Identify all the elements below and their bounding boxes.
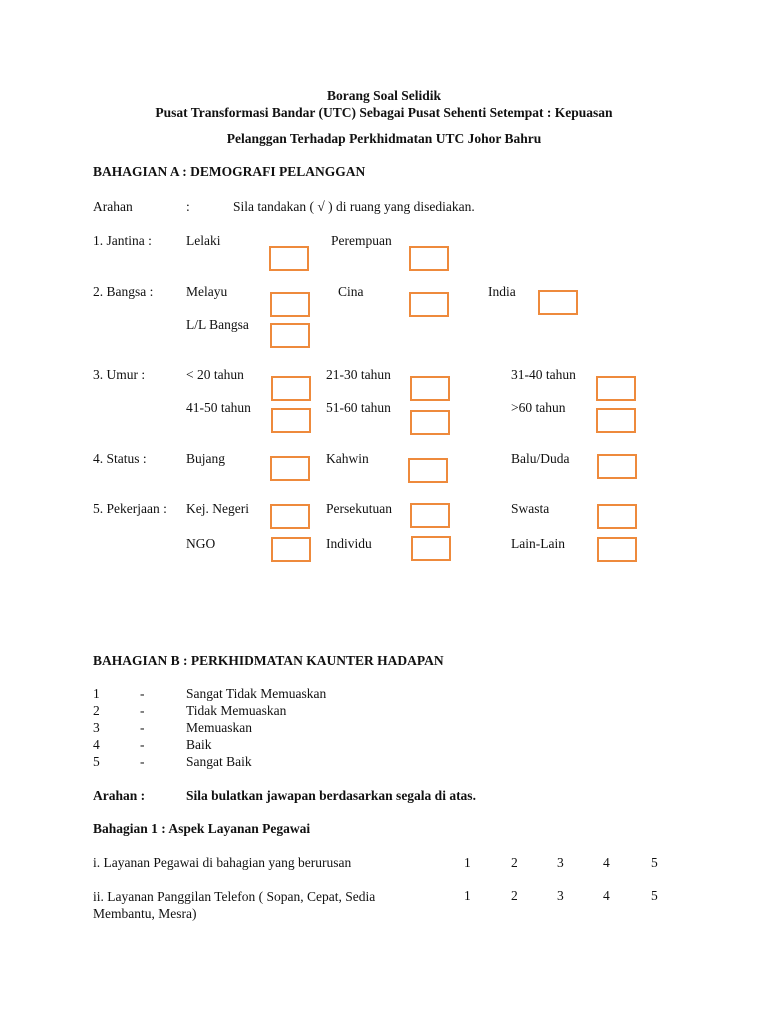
scale-description: Sangat Tidak Memuaskan [186,686,327,701]
option-label-perempuan: Perempuan [331,233,392,248]
option-label-over-60: >60 tahun [511,400,566,415]
checkbox-ll-bangsa[interactable] [270,323,310,348]
option-label-individu: Individu [326,536,372,551]
section-a-heading: BAHAGIAN A : DEMOGRAFI PELANGGAN [93,164,366,179]
option-label-cina: Cina [338,284,364,299]
checkbox-kej-negeri[interactable] [270,504,310,529]
form-title: Borang Soal Selidik [326,88,442,103]
scale-number: 3 [93,720,100,735]
checkbox-lelaki[interactable] [269,246,309,271]
section-a-instruction-text: Sila tandakan ( √ ) di ruang yang disediakan. [233,199,475,214]
option-label-balu-duda: Balu/Duda [511,451,570,466]
rating-option[interactable]: 5 [651,855,658,870]
option-label-31-40: 31-40 tahun [511,367,576,382]
checkbox-cina[interactable] [409,292,449,317]
question-text: i. Layanan Pegawai di bahagian yang berurusan [93,855,352,870]
scale-dash: - [140,720,145,735]
question-text: ii. Layanan Panggilan Telefon ( Sopan, Cepat, Sedia Membantu, Mesra) [93,889,376,921]
rating-option[interactable]: 3 [557,888,564,903]
option-label-lain-lain: Lain-Lain [511,536,565,551]
scale-number: 1 [93,686,100,701]
part1-heading: Bahagian 1 : Aspek Layanan Pegawai [93,821,311,836]
option-label-51-60: 51-60 tahun [326,400,391,415]
rating-option[interactable]: 1 [464,888,471,903]
option-label-ngo: NGO [186,536,216,551]
option-label-melayu: Melayu [186,284,228,299]
checkbox-ngo[interactable] [271,537,311,562]
scale-description: Memuaskan [186,720,252,735]
option-label-kahwin: Kahwin [326,451,369,466]
checkbox-31-40[interactable] [596,376,636,401]
section-b-instruction-text: Sila bulatkan jawapan berdasarkan segala di atas. [186,788,476,803]
scale-number: 5 [93,754,100,769]
checkbox-41-50[interactable] [271,408,311,433]
option-label-21-30: 21-30 tahun [326,367,391,382]
option-label-41-50: 41-50 tahun [186,400,251,415]
scale-dash: - [140,686,145,701]
option-label-kej-negeri: Kej. Negeri [186,501,249,516]
section-b-instruction-label: Arahan : [93,788,146,803]
checkbox-bujang[interactable] [270,456,310,481]
form-subtitle-line2: Pelanggan Terhadap Perkhidmatan UTC Johor Bahru [226,131,542,146]
checkbox-balu-duda[interactable] [597,454,637,479]
section-b-heading: BAHAGIAN B : PERKHIDMATAN KAUNTER HADAPAN [93,653,444,668]
scale-number: 2 [93,703,100,718]
q3-label: 3. Umur : [93,367,146,382]
checkbox-over-60[interactable] [596,408,636,433]
q1-label: 1. Jantina : [93,233,152,248]
checkbox-kahwin[interactable] [408,458,448,483]
option-label-persekutuan: Persekutuan [326,501,392,516]
checkbox-lain-lain[interactable] [597,537,637,562]
scale-dash: - [140,737,145,752]
scale-description: Tidak Memuaskan [186,703,287,718]
rating-option[interactable]: 1 [464,855,471,870]
rating-option[interactable]: 2 [511,855,518,870]
section-a-instruction-colon: : [186,199,190,214]
scale-dash: - [140,703,145,718]
rating-option[interactable]: 3 [557,855,564,870]
q5-label: 5. Pekerjaan : [93,501,167,516]
checkbox-individu[interactable] [411,536,451,561]
checkbox-melayu[interactable] [270,292,310,317]
checkbox-under-20[interactable] [271,376,311,401]
option-label-lelaki: Lelaki [186,233,221,248]
q4-label: 4. Status : [93,451,147,466]
checkbox-21-30[interactable] [410,376,450,401]
checkbox-persekutuan[interactable] [410,503,450,528]
checkbox-51-60[interactable] [410,410,450,435]
option-label-india: India [488,284,516,299]
rating-option[interactable]: 4 [603,888,610,903]
option-label-bujang: Bujang [186,451,225,466]
rating-option[interactable]: 2 [511,888,518,903]
checkbox-india[interactable] [538,290,578,315]
checkbox-swasta[interactable] [597,504,637,529]
scale-dash: - [140,754,145,769]
scale-description: Baik [186,737,212,752]
rating-option[interactable]: 4 [603,855,610,870]
scale-description: Sangat Baik [186,754,252,769]
checkbox-perempuan[interactable] [409,246,449,271]
option-label-ll-bangsa: L/L Bangsa [186,317,249,332]
rating-option[interactable]: 5 [651,888,658,903]
option-label-under-20: < 20 tahun [186,367,244,382]
option-label-swasta: Swasta [511,501,550,516]
q2-label: 2. Bangsa : [93,284,154,299]
section-a-instruction-label: Arahan [93,199,133,214]
scale-number: 4 [93,737,100,752]
form-subtitle-line1: Pusat Transformasi Bandar (UTC) Sebagai Pusat Sehenti Setempat : Kepuasan [155,105,613,120]
